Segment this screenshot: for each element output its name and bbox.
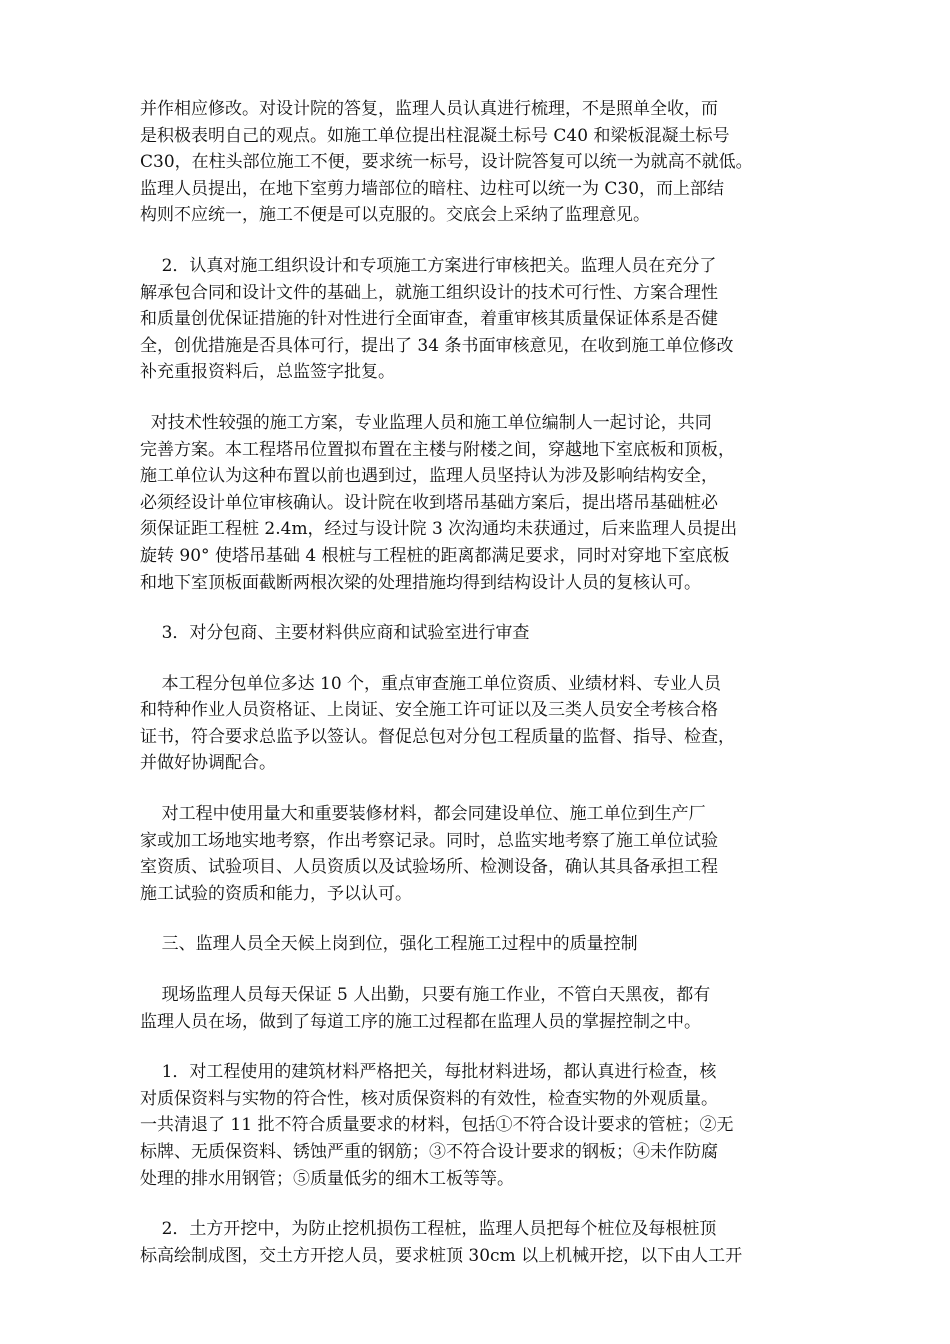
text-line: 3．对分包商、主要材料供应商和试验室进行审查 (140, 623, 530, 644)
text-line: 2．认真对施工组织设计和专项施工方案进行审核把关。监理人员在充分了 (140, 255, 717, 276)
text-line: 对工程中使用量大和重要装修材料，都会同建设单位、施工单位到生产厂 (140, 804, 706, 825)
paragraph (140, 620, 812, 647)
text-line: 补充重报资料后，总监签字批复。 (140, 362, 395, 383)
text-line: 处理的排水用钢管；⑤质量低劣的细木工板等等。 (140, 1168, 514, 1189)
text-line: 本工程分包单位多达 10 个，重点审查施工单位资质、业绩材料、专业人员 (140, 673, 722, 694)
text-line: 标牌、无质保资料、锈蚀严重的钢筋；③不符合设计要求的钢板；④未作防腐 (140, 1142, 718, 1162)
text-line: 全，创优措施是否具体可行，提出了 34 条书面审核意见，在收到施工单位修改 (140, 335, 734, 356)
paragraph (140, 931, 812, 958)
text-line: 2．土方开挖中，为防止挖机损伤工程桩，监理人员把每个桩位及每根桩顶 (140, 1219, 717, 1240)
text-line: 和特种作业人员资格证、上岗证、安全施工许可证以及三类人员安全考核合格 (140, 700, 718, 721)
text-line: 完善方案。本工程塔吊位置拟布置在主楼与附楼之间，穿越地下室底板和顶板， (140, 439, 735, 460)
text-line: 构则不应统一，施工不便是可以克服的。交底会上采纳了监理意见。 (140, 205, 650, 226)
paragraph (140, 410, 812, 596)
text-line: 施工试验的资质和能力，予以认可。 (140, 883, 412, 904)
text-line: 1．对工程使用的建筑材料严格把关，每批材料进场，都认真进行检查，核 (140, 1062, 717, 1083)
text-line: 监理人员在场，做到了每道工序的施工过程都在监理人员的掌握控制之中。 (140, 1011, 701, 1032)
text-line: 三、监理人员全天候上岗到位，强化工程施工过程中的质量控制 (140, 934, 638, 955)
text-line: 和质量创优保证措施的针对性进行全面审查，着重审核其质量保证体系是否健 (140, 309, 718, 330)
text-line: 和地下室顶板面截断两根次梁的处理措施均得到结构设计人员的复核认可。 (140, 572, 701, 593)
text-line: 监理人员提出，在地下室剪力墙部位的暗柱、边柱可以统一为 C30，而上部结 (140, 178, 725, 199)
paragraph (140, 96, 812, 229)
text-line: 解承包合同和设计文件的基础上，就施工组织设计的技术可行性、方案合理性 (140, 282, 718, 303)
paragraph (140, 1216, 812, 1269)
paragraph (140, 1059, 812, 1192)
text-line: 并做好协调配合。 (140, 753, 276, 774)
text-line: C30，在柱头部位施工不便，要求统一标号，设计院答复可以统一为就高不就低。 (140, 152, 753, 173)
text-line: 施工单位认为这种布置以前也遇到过，监理人员坚持认为涉及影响结构安全， (140, 466, 718, 487)
text-line: 对质保资料与实物的符合性，核对质保资料的有效性，检查实物的外观质量。 (140, 1088, 718, 1109)
text-line: 并作相应修改。对设计院的答复，监理人员认真进行梳理，不是照单全收，而 (140, 99, 718, 119)
text-line: 须保证距工程桩 2.4m，经过与设计院 3 次沟通均未获通过，后来监理人员提出 (140, 519, 738, 540)
text-line: 对技术性较强的施工方案，专业监理人员和施工单位编制人一起讨论，共同 (140, 412, 712, 433)
text-line: 现场监理人员每天保证 5 人出勤，只要有施工作业，不管白天黑夜，都有 (140, 985, 711, 1006)
text-line: 旋转 90° 使塔吊基础 4 根桩与工程桩的距离都满足要求，同时对穿地下室底板 (140, 545, 730, 566)
text-line: 室资质、试验项目、人员资质以及试验场所、检测设备，确认其具备承担工程 (140, 857, 718, 878)
text-line: 家或加工场地实地考察，作出考察记录。同时，总监实地考察了施工单位试验 (140, 830, 718, 851)
text-line: 标高绘制成图，交土方开挖人员，要求桩顶 30cm 以上机械开挖，以下由人工开 (140, 1245, 743, 1266)
paragraph (140, 253, 812, 386)
document-body (140, 96, 812, 1269)
text-line: 证书，符合要求总监予以签认。督促总包对分包工程质量的监督、指导、检查， (140, 726, 735, 747)
text-line: 一共清退了 11 批不符合质量要求的材料，包括①不符合设计要求的管桩；②无 (140, 1115, 734, 1136)
text-line: 是积极表明自己的观点。如施工单位提出柱混凝土标号 C40 和梁板混凝土标号 (140, 125, 730, 146)
paragraph (140, 801, 812, 907)
text-line: 必须经设计单位审核确认。设计院在收到塔吊基础方案后，提出塔吊基础桩必 (140, 492, 718, 513)
paragraph (140, 671, 812, 777)
paragraph (140, 982, 812, 1035)
